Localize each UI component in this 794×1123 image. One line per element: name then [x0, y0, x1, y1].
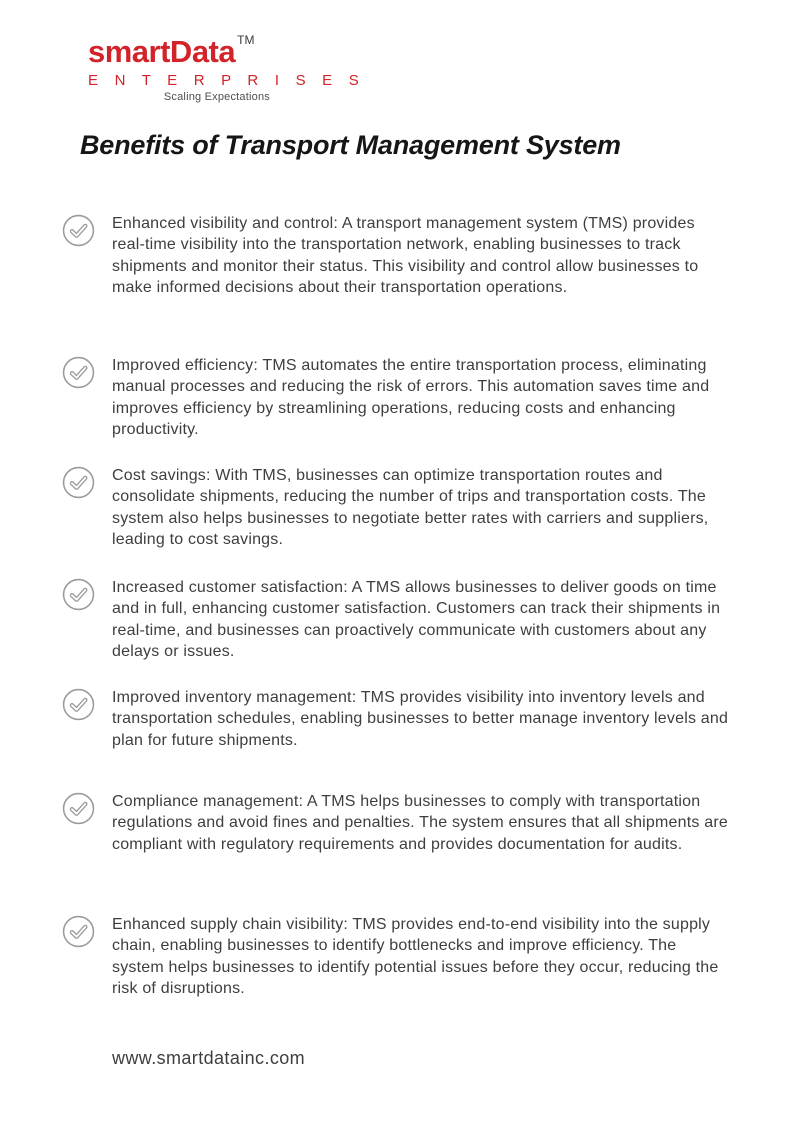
logo-enterprises-text: E N T E R P R I S E S: [88, 72, 365, 89]
benefit-text: Compliance management: A TMS helps businesses to comply with transportation regulations and avoid fines and penalties. The system ensures that all shipments are compliant with regulatory requirements and provides documentation for audits.: [112, 793, 728, 853]
list-item: [62, 465, 752, 551]
benefit-text: Improved inventory management: TMS provides visibility into inventory levels and transportation schedules, enabling businesses to better manage inventory levels and plan for future shipments.: [112, 689, 729, 749]
benefit-text: Improved efficiency: TMS automates the entire transportation process, eliminating manual processes and reducing the risk of errors. This automation saves time and improves efficiency by streamlining operations, reducing costs and enhancing productivity.: [112, 357, 710, 439]
list-item: [62, 914, 752, 1000]
check-circle-icon: [62, 688, 95, 721]
check-circle-icon: [62, 792, 95, 825]
page-title: Benefits of Transport Management System: [80, 130, 621, 161]
list-item: [62, 577, 752, 663]
list-item: [62, 791, 752, 855]
benefit-text: Cost savings: With TMS, businesses can optimize transportation routes and consolidate shipments, reducing the number of trips and transportation costs. The system also helps businesses to negotiate better rates with carriers and suppliers, leading to cost savings.: [112, 467, 709, 549]
logo-brand-text: smartData: [88, 34, 236, 69]
list-item: [62, 687, 752, 751]
check-circle-icon: [62, 214, 95, 247]
list-item: [62, 213, 752, 299]
check-circle-icon: [62, 466, 95, 499]
benefit-text: Enhanced supply chain visibility: TMS provides end-to-end visibility into the supply chain, enabling businesses to identify bottlenecks and improve efficiency. The system helps businesses to identify potential issues before they occur, reducing the risk of disruptions.: [112, 916, 719, 998]
benefit-text: Increased customer satisfaction: A TMS allows businesses to deliver goods on time and in full, enhancing customer satisfaction. Customers can track their shipments in real-time, and businesses can proactively communicate with customers about any delays or issues.: [112, 579, 721, 661]
check-circle-icon: [62, 356, 95, 389]
check-circle-icon: [62, 915, 95, 948]
company-logo: [88, 33, 365, 103]
trademark-symbol: TM: [237, 33, 255, 47]
logo-brand-row: [88, 33, 272, 69]
list-item: [62, 355, 752, 441]
logo-tagline: Scaling Expectations: [163, 91, 270, 103]
check-circle-icon: [62, 578, 95, 611]
benefit-text: Enhanced visibility and control: A transport management system (TMS) provides real-time visibility into the transportation network, enabling businesses to track shipments and monitor their status. This visibility and control allow businesses to make informed decisions about their transportation operations.: [112, 215, 699, 297]
website-url: www.smartdatainc.com: [112, 1048, 306, 1068]
